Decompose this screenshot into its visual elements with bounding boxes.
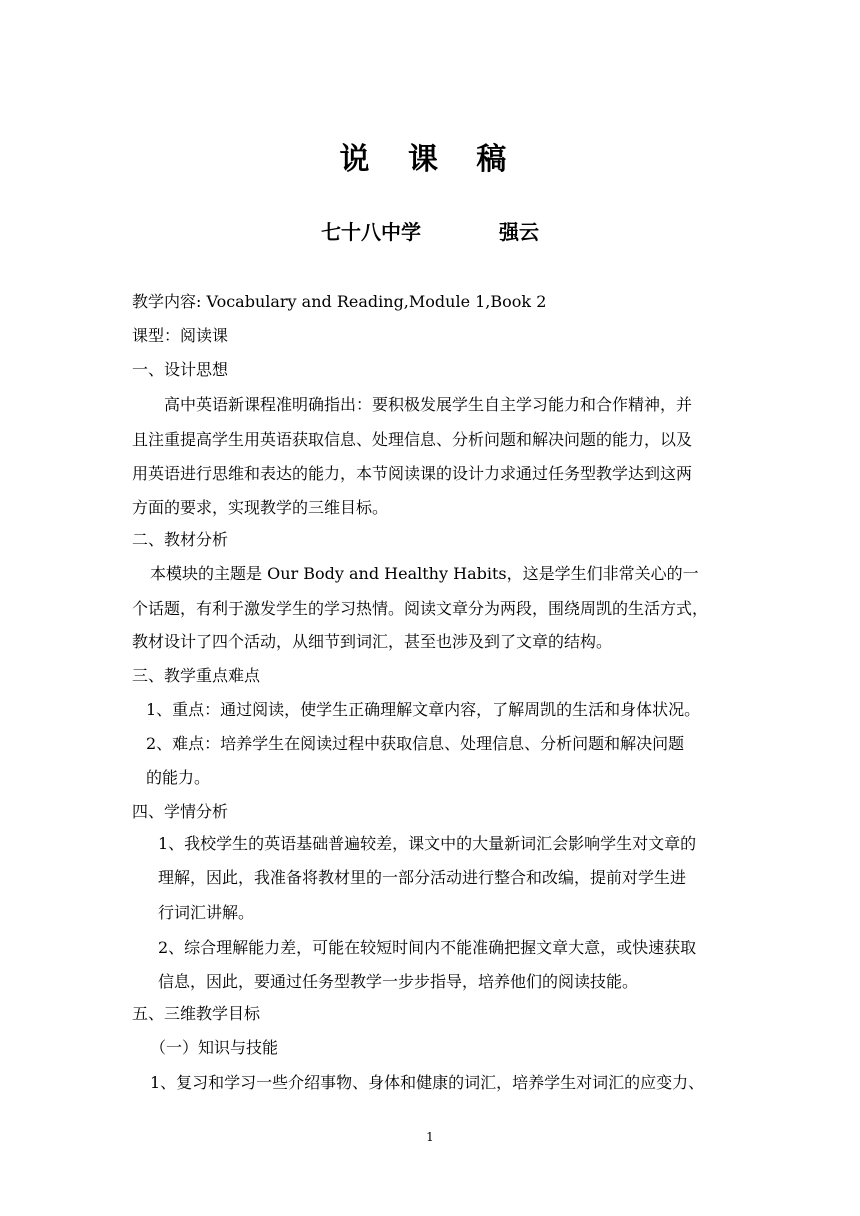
paragraph-line: 1、重点：通过阅读，使学生正确理解文章内容，了解周凯的生活和身体状况。 [146, 700, 701, 719]
page-number: 1 [426, 1130, 434, 1144]
paragraph-line: 且注重提高学生用英语获取信息、处理信息、分析问题和解决问题的能力，以及 [132, 430, 693, 449]
paragraph-line: 行词汇讲解。 [158, 903, 255, 922]
paragraph-line: 的能力。 [146, 768, 211, 787]
paragraph-line: 本模块的主题是 Our Body and Healthy Habits，这是学生们非常关心的一 [150, 564, 699, 583]
section-heading: 一、设计思想 [132, 360, 229, 379]
paragraph-line: 1、我校学生的英语基础普遍较差，课文中的大量新词汇会影响学生对文章的 [158, 834, 697, 853]
paragraph-line: 2、难点：培养学生在阅读过程中获取信息、处理信息、分析问题和解决问题 [146, 734, 685, 753]
paragraph-line: 个话题，有利于激发学生的学习热情。阅读文章分为两段，围绕周凯的生活方式， [132, 599, 709, 618]
section-heading: 二、教材分析 [132, 530, 229, 549]
paragraph-line: 用英语进行思维和表达的能力，本节阅读课的设计力求通过任务型教学达到这两 [132, 464, 693, 483]
section-heading: 四、学情分析 [132, 802, 229, 821]
paragraph-line: 理解，因此，我准备将教材里的一部分活动进行整合和改编，提前对学生进 [158, 868, 687, 887]
section-heading: 五、三维教学目标 [132, 1004, 261, 1023]
lesson-type-line: 课型：阅读课 [132, 326, 229, 345]
author-name: 强云 [499, 220, 539, 244]
paragraph-line: 教材设计了四个活动，从细节到词汇，甚至也涉及到了文章的结构。 [132, 632, 613, 651]
subsection-heading: （一）知识与技能 [150, 1038, 279, 1057]
section-heading: 三、教学重点难点 [132, 666, 261, 685]
paragraph-line: 信息，因此，要通过任务型教学一步步指导，培养他们的阅读技能。 [158, 972, 639, 991]
school-name: 七十八中学 [321, 220, 421, 244]
paragraph-line: 高中英语新课程准明确指出：要积极发展学生自主学习能力和合作精神，并 [164, 395, 693, 414]
content-line: 教学内容: Vocabulary and Reading,Module 1,Book 2 [132, 292, 547, 311]
document-title: 说 课 稿 [339, 142, 521, 177]
author-line [0, 216, 860, 245]
paragraph-line: 方面的要求，实现教学的三维目标。 [132, 498, 389, 517]
paragraph-line: 2、综合理解能力差，可能在较短时间内不能准确把握文章大意，或快速获取 [158, 938, 697, 957]
paragraph-line: 1、复习和学习一些介绍事物、身体和健康的词汇，培养学生对词汇的应变力、 [150, 1073, 705, 1092]
